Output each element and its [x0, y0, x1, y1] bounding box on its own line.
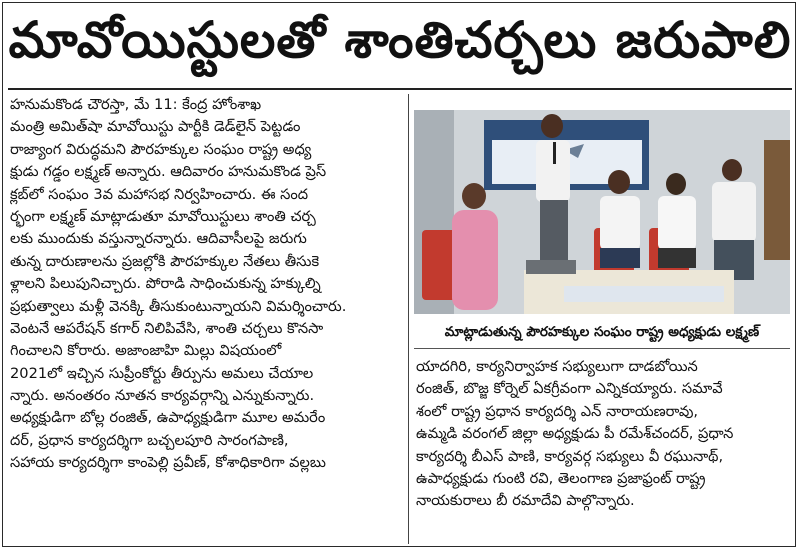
table-items: [526, 260, 576, 274]
table-banner: [564, 286, 724, 302]
article-body-right: [416, 356, 792, 513]
person-seated-man: [600, 196, 640, 250]
article-line: రాజ్యాంగ విరుద్ధమని పౌరహక్కుల సంఘం రాష్ట్ర అధ్య: [10, 140, 312, 158]
article-line: శంలో రాష్ట్ర ప్రధాన కార్యదర్శి ఎన్ నారాయణరావు,: [416, 402, 699, 420]
microphone-icon: [553, 142, 556, 164]
article-line: మంత్రి అమిత్‌షా మావోయిస్టు పార్టీకి డెడ్‌లైన్ పెట్టడం: [10, 118, 301, 136]
article-line: గించాలని కోరారు. అజాంజాహి మిల్లు విషయంలో: [10, 342, 282, 360]
article-line: సహాయ కార్యదర్శిగా కాంపెల్లి ప్రవీణ్, కోశాధికారిగా వల్లబు: [10, 454, 326, 472]
headline: మావోయిస్టులతో శాంతిచర్చలు జరుపాలి: [8, 10, 792, 69]
article-line: క్షుడు గడ్డం లక్ష్మణ్ అన్నారు. ఆదివారం హనుమకొండ ప్రెస్: [10, 163, 327, 181]
person-head: [722, 159, 742, 181]
headline-rule: [8, 88, 792, 90]
person-head: [666, 173, 686, 195]
article-line: తున్న దారుణాలను ప్రజల్లోకి పౌరహక్కుల నేతలు తీసుకె: [10, 252, 320, 270]
article-line: 2021లో ఇచ్చిన సుప్రీంకోర్టు తీర్పును అమలు చేయాల: [10, 364, 314, 382]
person-head: [462, 183, 486, 209]
article-line: వెంటనే ఆపరేషన్ కగార్ నిలిపివేసి, శాంతి చర్చలు కొనసా: [10, 319, 324, 337]
article-line: ర్భంగా లక్ష్మణ్ మాట్లాడుతూ మావోయిస్టులు శాంతి చర్చ: [10, 207, 316, 225]
article-line: న్నారు. అనంతరం నూతన కార్యవర్గాన్ని ఎన్నుకున్నారు.: [10, 387, 315, 405]
person-trousers: [658, 248, 696, 268]
person-seated-woman: [452, 210, 498, 310]
article-line: రంజిత్, బొజ్జ కోర్నెల్ ఏకగ్రీవంగా ఎన్నికయ్యారు. సమావే: [416, 380, 723, 398]
article-line: లకు ముందుకు వస్తున్నారన్నారు. ఆదివాసీలపై జరుగు: [10, 230, 307, 248]
meeting-photo-illustration: [414, 110, 790, 314]
article-line: ఉపాధ్యక్షుడు గుంటి రవి, తెలంగాణ ప్రజాఫ్రంట్ రాష్ట్ర: [416, 469, 706, 487]
person-trousers: [600, 248, 640, 268]
photo-caption: మాట్లాడుతున్న పౌరహక్కుల సంఘం రాష్ట్ర అధ్యక్షుడు లక్ష్మణ్: [414, 318, 790, 349]
column-divider: [408, 94, 409, 544]
article-body-left: [10, 94, 406, 475]
article-line: కార్యదర్శి బీఎస్ పాణి, కార్యవర్గ సభ్యులు వీ రఘునాథ్,: [416, 447, 724, 465]
article-line: యాదగిరి, కార్యనిర్వాహక సభ్యులుగా దాడబోయిన: [416, 358, 698, 375]
article-line: నాయకురాలు బీ రమాదేవి పాల్గొన్నారు.: [416, 492, 635, 510]
article-line: దర్, ప్రధాన కార్యదర్శిగా బచ్చలపూరి సారంగపాణి,: [10, 431, 289, 449]
article-line: అధ్యక్షుడిగా బోల్ల రంజిత్, ఉపాధ్యక్షుడిగా మూల అమరేం: [10, 409, 326, 427]
news-photo: [414, 110, 790, 314]
person-seated-man: [658, 196, 696, 250]
person-seated-man: [712, 182, 756, 242]
article-line: ఉమ్మడి వరంగల్ జిల్లా అధ్యక్షుడు పీ రమేశ్‌చందర్, ప్రధాన: [416, 425, 734, 443]
article-line: క్లబ్‌లో సంఘం 3వ మహాసభ నిర్వహించారు. ఈ సంద: [10, 185, 309, 203]
article-line: ళ్లాలని పిలుపునిచ్చారు. పోరాడి సాధించుకున్న హక్కుల్ని: [10, 275, 321, 293]
door: [764, 140, 790, 260]
person-head: [608, 170, 630, 194]
speaker-head: [541, 114, 563, 138]
article-line: హనుమకొండ చౌరస్తా, మే 11: కేంద్ర హోంశాఖ: [10, 96, 262, 113]
article-line: ప్రభుత్వాలు మళ్లీ వెనక్కి తీసుకుంటున్నాయని విమర్శించారు.: [10, 297, 347, 315]
